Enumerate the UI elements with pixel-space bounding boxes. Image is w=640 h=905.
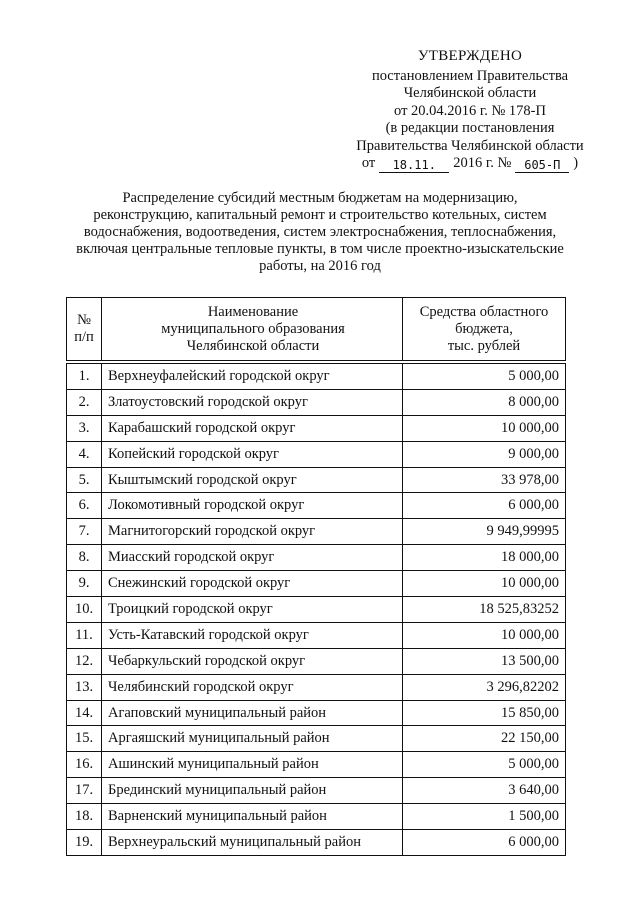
row-number: 2.	[67, 389, 102, 415]
row-value: 13 500,00	[403, 648, 566, 674]
year-text: 2016 г. №	[453, 155, 512, 171]
row-number: 18.	[67, 804, 102, 830]
header-name: Наименование муниципального образования Челябинской области	[102, 298, 403, 361]
row-name: Чебаркульский городской округ	[102, 648, 403, 674]
row-value: 9 000,00	[403, 441, 566, 467]
table-row	[67, 364, 566, 390]
row-number: 11.	[67, 622, 102, 648]
table-row	[67, 597, 566, 623]
approval-line: постановлением Правительства	[371, 67, 569, 84]
amendment-date: 18.11.	[379, 158, 449, 173]
row-value: 3 296,82202	[403, 674, 566, 700]
table-row	[67, 752, 566, 778]
title-line: водоснабжения, водоотведения, систем электроснабжения, теплоснабжения,	[83, 224, 557, 240]
table-row	[67, 519, 566, 545]
row-name: Карабашский городской округ	[102, 415, 403, 441]
row-name: Верхнеуфалейский городской округ	[102, 364, 403, 390]
row-number: 5.	[67, 467, 102, 493]
approval-line: Челябинской области	[403, 85, 537, 101]
row-number: 6.	[67, 493, 102, 519]
row-value: 6 000,00	[403, 830, 566, 856]
row-name: Златоустовский городской округ	[102, 389, 403, 415]
row-value: 18 000,00	[403, 545, 566, 571]
table-row	[67, 830, 566, 856]
approval-line: Правительства Челябинской области	[356, 137, 584, 154]
table-row	[67, 493, 566, 519]
row-value: 1 500,00	[403, 804, 566, 830]
close-paren: )	[573, 155, 579, 171]
row-number: 14.	[67, 700, 102, 726]
row-name: Кыштымский городской округ	[102, 467, 403, 493]
header-funds: Средства областного бюджета, тыс. рублей	[403, 298, 566, 361]
table-row	[67, 726, 566, 752]
table-row	[67, 467, 566, 493]
table-row	[67, 571, 566, 597]
row-value: 18 525,83252	[403, 597, 566, 623]
row-name: Варненский муниципальный район	[102, 804, 403, 830]
row-name: Копейский городской округ	[102, 441, 403, 467]
row-number: 7.	[67, 519, 102, 545]
table-row	[67, 778, 566, 804]
approval-line: от 20.04.2016 г. № 178-П	[394, 102, 546, 119]
table-row	[67, 545, 566, 571]
row-name: Магнитогорский городской округ	[102, 519, 403, 545]
title-line: работы, на 2016 год	[259, 258, 381, 274]
subsidy-table	[66, 297, 566, 856]
row-number: 9.	[67, 571, 102, 597]
document-title	[60, 190, 580, 275]
row-name: Брединский муниципальный район	[102, 778, 403, 804]
row-value: 10 000,00	[403, 622, 566, 648]
row-value: 6 000,00	[403, 493, 566, 519]
table-row	[67, 622, 566, 648]
row-value: 3 640,00	[403, 778, 566, 804]
approval-block	[320, 48, 620, 173]
row-value: 5 000,00	[403, 364, 566, 390]
title-line: Распределение субсидий местным бюджетам на модернизацию,	[122, 190, 518, 206]
row-number: 10.	[67, 597, 102, 623]
row-name: Аргаяшский муниципальный район	[102, 726, 403, 752]
amendment-number: 605-П	[515, 158, 569, 173]
approval-heading: УТВЕРЖДЕНО	[417, 48, 523, 64]
row-number: 13.	[67, 674, 102, 700]
row-value: 15 850,00	[403, 700, 566, 726]
table-row	[67, 415, 566, 441]
table-row	[67, 674, 566, 700]
row-name: Усть-Катавский городской округ	[102, 622, 403, 648]
header-number: № п/п	[67, 298, 102, 361]
table-row	[67, 648, 566, 674]
row-value: 9 949,99995	[403, 519, 566, 545]
row-value: 8 000,00	[403, 389, 566, 415]
amendment-dateline	[320, 155, 620, 173]
table-row	[67, 389, 566, 415]
title-line: включая центральные тепловые пункты, в том числе проектно-изыскательские	[76, 241, 564, 257]
row-name: Миасский городской округ	[102, 545, 403, 571]
row-number: 15.	[67, 726, 102, 752]
row-value: 10 000,00	[403, 571, 566, 597]
row-name: Верхнеуральский муниципальный район	[102, 830, 403, 856]
row-name: Снежинский городской округ	[102, 571, 403, 597]
table-row	[67, 700, 566, 726]
row-value: 33 978,00	[403, 467, 566, 493]
from-prefix: от	[361, 155, 376, 171]
row-value: 22 150,00	[403, 726, 566, 752]
title-line: реконструкцию, капитальный ремонт и строительство котельных, систем	[93, 207, 547, 223]
row-number: 4.	[67, 441, 102, 467]
table-header-row	[67, 298, 566, 361]
row-value: 5 000,00	[403, 752, 566, 778]
table-row	[67, 441, 566, 467]
row-number: 12.	[67, 648, 102, 674]
row-number: 16.	[67, 752, 102, 778]
row-name: Ашинский муниципальный район	[102, 752, 403, 778]
row-number: 17.	[67, 778, 102, 804]
row-name: Челябинский городской округ	[102, 674, 403, 700]
row-name: Локомотивный городской округ	[102, 493, 403, 519]
row-name: Троицкий городской округ	[102, 597, 403, 623]
table-row	[67, 804, 566, 830]
approval-line: (в редакции постановления	[385, 120, 555, 136]
row-value: 10 000,00	[403, 415, 566, 441]
row-number: 19.	[67, 830, 102, 856]
row-number: 8.	[67, 545, 102, 571]
row-name: Агаповский муниципальный район	[102, 700, 403, 726]
row-number: 1.	[67, 364, 102, 390]
row-number: 3.	[67, 415, 102, 441]
